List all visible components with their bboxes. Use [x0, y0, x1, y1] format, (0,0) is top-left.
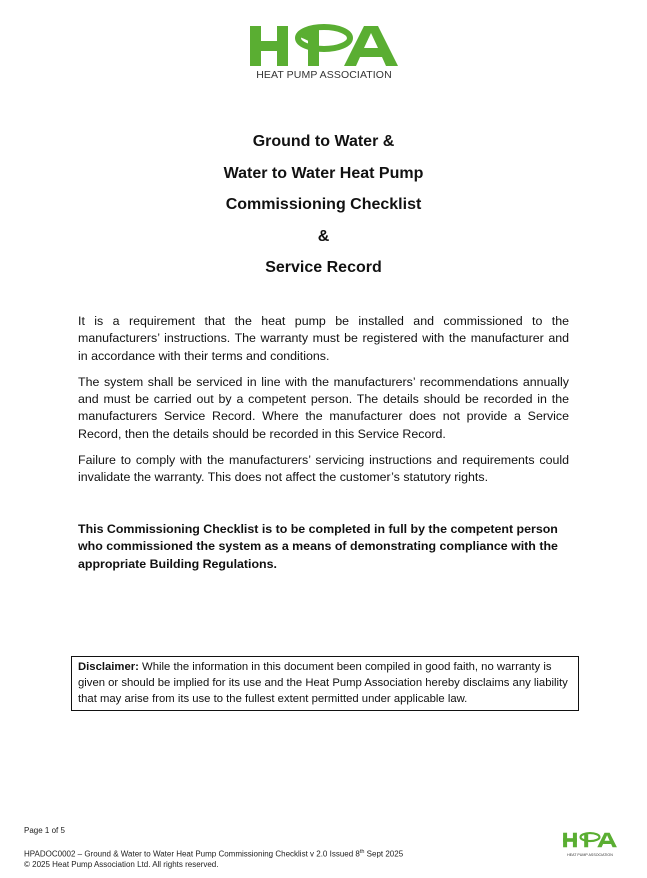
doc-ref-sup: th [359, 849, 365, 855]
footer-hpa-logo-icon [562, 832, 618, 848]
footer-document-info [24, 847, 403, 871]
hpa-logo [248, 24, 400, 81]
disclaimer-label: Disclaimer: [78, 661, 139, 673]
paragraph-requirement: It is a requirement that the heat pump be installed and commissioned to the manufacturers’ instructions. The warranty must be registered with the manufacturer and in accordance with their terms and conditions. [78, 314, 569, 363]
paragraph-servicing: The system shall be serviced in line with the manufacturers’ recommendations annually and must be carried out by a competent person. The details should be recorded in the manufacturers Service Record. Where the manufacturer does not provide a Service Record, then the details should be recorded in this Service Record. [78, 374, 569, 441]
hpa-logo-icon [248, 24, 400, 68]
footer-logo-subtitle: HEAT PUMP ASSOCIATION [567, 853, 613, 857]
title-line-4: & [317, 227, 330, 245]
title-line-3: Commissioning Checklist [225, 196, 422, 213]
footer-hpa-logo [562, 832, 618, 857]
paragraph-warranty: Failure to comply with the manufacturers’ servicing instructions and requirements could invalidate the warranty. This does not affect the customer’s statutory rights. [78, 453, 569, 485]
doc-reference [24, 847, 403, 860]
compliance-statement: This Commissioning Checklist is to be completed in full by the competent person who commissioned the system as a means of demonstrating compliance with the appropriate Building Regulations. [78, 522, 558, 571]
title-line-5: Service Record [265, 259, 382, 276]
title-line-2: Water to Water Heat Pump [223, 164, 424, 182]
doc-ref-text: HPADOC0002 – Ground & Water to Water Heat Pump Commissioning Checklist v 2.0 Issued 8 [24, 849, 360, 859]
disclaimer-text: While the information in this document been compiled in good faith, no warranty is given or should be implied for its use and the Heat Pump Association hereby disclaims any liability that may arise from its use to the fullest extent permitted under applicable law. [78, 661, 568, 705]
doc-ref-date: Sept 2025 [364, 849, 404, 859]
logo-subtitle: HEAT PUMP ASSOCIATION [256, 69, 392, 81]
disclaimer-box [71, 656, 579, 711]
document-title [0, 131, 647, 289]
intro-text [78, 313, 569, 496]
copyright: © 2025 Heat Pump Association Ltd. All rights reserved. [24, 860, 219, 870]
title-line-1: Ground to Water & [252, 133, 395, 150]
page-number: Page 1 of 5 [24, 826, 65, 835]
